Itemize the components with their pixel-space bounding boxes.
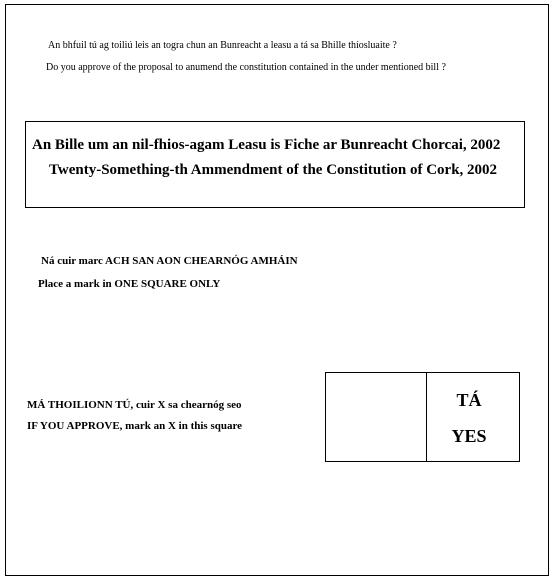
- yes-label-irish: TÁ: [456, 390, 482, 410]
- instruction-english: Place a mark in ONE SQUARE ONLY: [38, 278, 221, 290]
- approve-instruction-english: IF YOU APPROVE, mark an X in this square: [27, 420, 243, 432]
- bill-title-irish: An Bille um an nil-fhios-agam Leasu is Fiche ar Bunreacht Chorcai, 2002: [32, 137, 501, 153]
- bill-title-box: [25, 121, 525, 208]
- yes-label-cell: [427, 373, 519, 461]
- ballot-paper: [5, 4, 549, 576]
- yes-label-english: YES: [451, 426, 487, 446]
- yes-mark-square[interactable]: [326, 373, 427, 461]
- approve-instruction-irish: MÁ THOILIONN TÚ, cuir X sa chearnóg seo: [27, 399, 242, 411]
- instruction-irish: Ná cuir marc ACH SAN AON CHEARNÓG AMHÁIN: [41, 255, 298, 267]
- vote-box: [325, 372, 520, 462]
- question-english: Do you approve of the proposal to anumend the constitution contained in the under mentioned bill ?: [46, 62, 446, 73]
- bill-title-english: Twenty-Something-th Ammendment of the Constitution of Cork, 2002: [49, 162, 498, 178]
- question-irish: An bhfuil tú ag toiliú leis an togra chun an Bunreacht a leasu a tá sa Bhille thíosluaite ?: [48, 40, 397, 51]
